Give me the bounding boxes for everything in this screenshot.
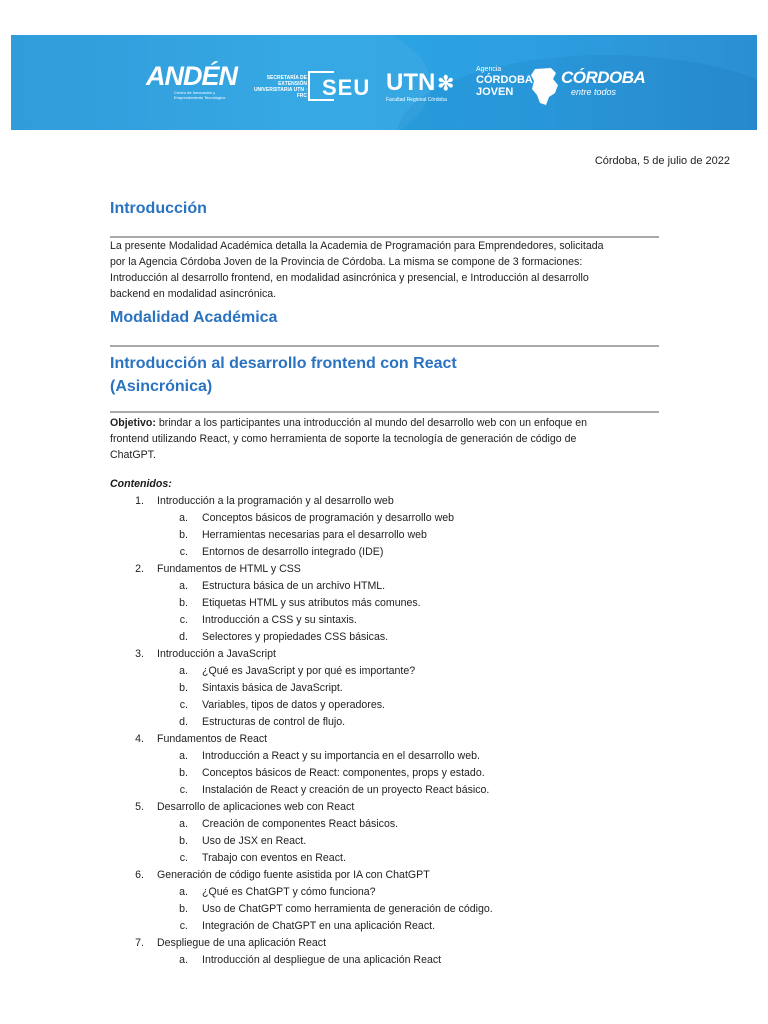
intro-line: La presente Modalidad Académica detalla la Academia de Programación para Emprendedores, solicitada xyxy=(110,240,604,252)
course-title-line1: Introducción al desarrollo frontend con React xyxy=(110,355,457,372)
extension-logo-text: SECRETARÍA DE EXTENSIÓN UNIVERSITARIA UTN · FRC xyxy=(253,75,307,99)
contents-subitem-text: Trabajo con eventos en React. xyxy=(202,852,346,864)
utn-star-icon: ✻ xyxy=(437,73,455,95)
objective-line: brindar a los participantes una introducción al mundo del desarrollo web con un enfoque en xyxy=(155,417,588,429)
intro-line: por la Agencia Córdoba Joven de la Provincia de Córdoba. La misma se compone de 3 formaciones: xyxy=(110,256,583,268)
contents-label: Contenidos: xyxy=(110,478,172,490)
intro-line: Introducción al desarrollo frontend, en modalidad asincrónica y presencial, e Introducción al desarrollo xyxy=(110,272,589,284)
contents-subitem-text: Selectores y propiedades CSS básicas. xyxy=(202,631,389,643)
contents-subitem-text: Entornos de desarrollo integrado (IDE) xyxy=(202,546,384,558)
anden-logo-text: ANDÉN xyxy=(146,61,238,91)
contents-item-number: 1. xyxy=(135,495,144,507)
contents-subitem-letter: a. xyxy=(179,954,188,966)
contents-subitem-letter: c. xyxy=(179,546,188,558)
intro-paragraph xyxy=(110,238,659,302)
contents-subitem-letter: a. xyxy=(179,580,188,592)
contents-item-number: 3. xyxy=(135,648,144,660)
contents-subitem-text: Integración de ChatGPT en una aplicación React. xyxy=(202,920,436,932)
contents-subitem-letter: d. xyxy=(179,631,188,643)
contents-subitem-letter: a. xyxy=(179,886,188,898)
contents-subitem-letter: b. xyxy=(179,682,188,694)
agencia-cordoba-joven-logo xyxy=(476,65,533,98)
cordoba-entre-todos-logo xyxy=(561,69,645,97)
contents-item-text: Despliegue de una aplicación React xyxy=(157,937,327,949)
contents-item-number: 6. xyxy=(135,869,144,881)
header-banner xyxy=(11,35,757,130)
contents-subitem-text: Introducción al despliegue de una aplicación React xyxy=(202,954,442,966)
contents-item-number: 2. xyxy=(135,563,144,575)
contents-subitem-text: Conceptos básicos de programación y desarrollo web xyxy=(202,512,455,524)
document-date: Córdoba, 5 de julio de 2022 xyxy=(594,155,730,167)
contents-subitem-letter: c. xyxy=(179,699,188,711)
contents-item-text: Fundamentos de HTML y CSS xyxy=(157,563,301,575)
course-divider xyxy=(110,411,659,413)
contents-subitem-letter: a. xyxy=(179,750,188,762)
modalidad-divider xyxy=(110,345,659,347)
contents-subitem-text: Etiquetas HTML y sus atributos más comunes. xyxy=(202,597,421,609)
contents-subitem-letter: b. xyxy=(179,529,188,541)
contents-subitem-letter: a. xyxy=(179,512,188,524)
seu-logo-text: SEU xyxy=(322,75,371,100)
objective-line: frontend utilizando React, y como herramienta de soporte la tecnología de generación de código de xyxy=(110,433,577,445)
contents-subitem-text: Introducción a CSS y su sintaxis. xyxy=(202,614,357,626)
contents-item-number: 5. xyxy=(135,801,144,813)
contents-subitem-letter: b. xyxy=(179,597,188,609)
agencia-line2: JOVEN xyxy=(476,86,514,98)
course-heading xyxy=(110,352,457,398)
contents-item-text: Introducción a JavaScript xyxy=(157,648,276,660)
contents-subitem-letter: b. xyxy=(179,903,188,915)
contents-item-text: Fundamentos de React xyxy=(157,733,268,745)
objective-paragraph xyxy=(110,415,659,463)
contents-subitem-text: ¿Qué es ChatGPT y cómo funciona? xyxy=(202,886,376,898)
contents-subitem-text: Uso de ChatGPT como herramienta de generación de código. xyxy=(202,903,493,915)
contents-item-text: Introducción a la programación y al desarrollo web xyxy=(157,495,394,507)
objective-line: ChatGPT. xyxy=(110,449,156,461)
contents-subitem-text: Variables, tipos de datos y operadores. xyxy=(202,699,385,711)
anden-logo-subtitle: Centro de Innovación y Emprendimiento Tecnológico xyxy=(174,90,226,100)
cordoba-logo-text: CÓRDOBA xyxy=(561,68,646,87)
contents-subitem-text: Estructuras de control de flujo. xyxy=(202,716,346,728)
contents-subitem-text: Herramientas necesarias para el desarrollo web xyxy=(202,529,427,541)
agencia-line1: CÓRDOBA xyxy=(476,74,533,86)
contents-subitem-text: Conceptos básicos de React: componentes, props y estado. xyxy=(202,767,485,779)
cordoba-province-map-icon xyxy=(529,67,561,107)
contents-subitem-letter: c. xyxy=(179,852,188,864)
contents-subitem-text: ¿Qué es JavaScript y por qué es importante? xyxy=(202,665,416,677)
contents-item-text: Desarrollo de aplicaciones web con React xyxy=(157,801,355,813)
course-title-line2: (Asincrónica) xyxy=(110,378,213,395)
intro-heading: Introducción xyxy=(110,200,207,217)
contents-subitem-letter: a. xyxy=(179,818,188,830)
contents-item-number: 4. xyxy=(135,733,144,745)
contents-subitem-text: Sintaxis básica de JavaScript. xyxy=(202,682,343,694)
contents-item-number: 7. xyxy=(135,937,144,949)
partner-logos xyxy=(11,35,757,130)
contents-subitem-letter: d. xyxy=(179,716,188,728)
contents-subitem-text: Estructura básica de un archivo HTML. xyxy=(202,580,386,592)
contents-subitem-letter: b. xyxy=(179,835,188,847)
anden-logo xyxy=(146,63,237,100)
contents-subitem-text: Introducción a React y su importancia en el desarrollo web. xyxy=(202,750,480,762)
contents-subitem-text: Instalación de React y creación de un proyecto React básico. xyxy=(202,784,490,796)
utn-logo-subtitle: Facultad Regional Córdoba xyxy=(386,97,447,103)
objective-label: Objetivo: xyxy=(110,417,156,429)
contents-subitem-text: Uso de JSX en React. xyxy=(202,835,307,847)
contents-item-text: Generación de código fuente asistida por IA con ChatGPT xyxy=(157,869,430,881)
contents-subitem-letter: a. xyxy=(179,665,188,677)
contents-subitem-letter: c. xyxy=(179,920,188,932)
cordoba-logo-subtitle: entre todos xyxy=(571,87,617,97)
modalidad-heading: Modalidad Académica xyxy=(110,309,278,326)
utn-logo-text: UTN xyxy=(386,69,436,96)
agencia-label: Agencia xyxy=(476,66,502,73)
contents-subitem-text: Creación de componentes React básicos. xyxy=(202,818,399,830)
utn-logo xyxy=(386,71,454,103)
intro-line: backend en modalidad asincrónica. xyxy=(110,288,277,300)
contents-subitem-letter: b. xyxy=(179,767,188,779)
contents-subitem-letter: c. xyxy=(179,784,188,796)
contents-subitem-letter: c. xyxy=(179,614,188,626)
